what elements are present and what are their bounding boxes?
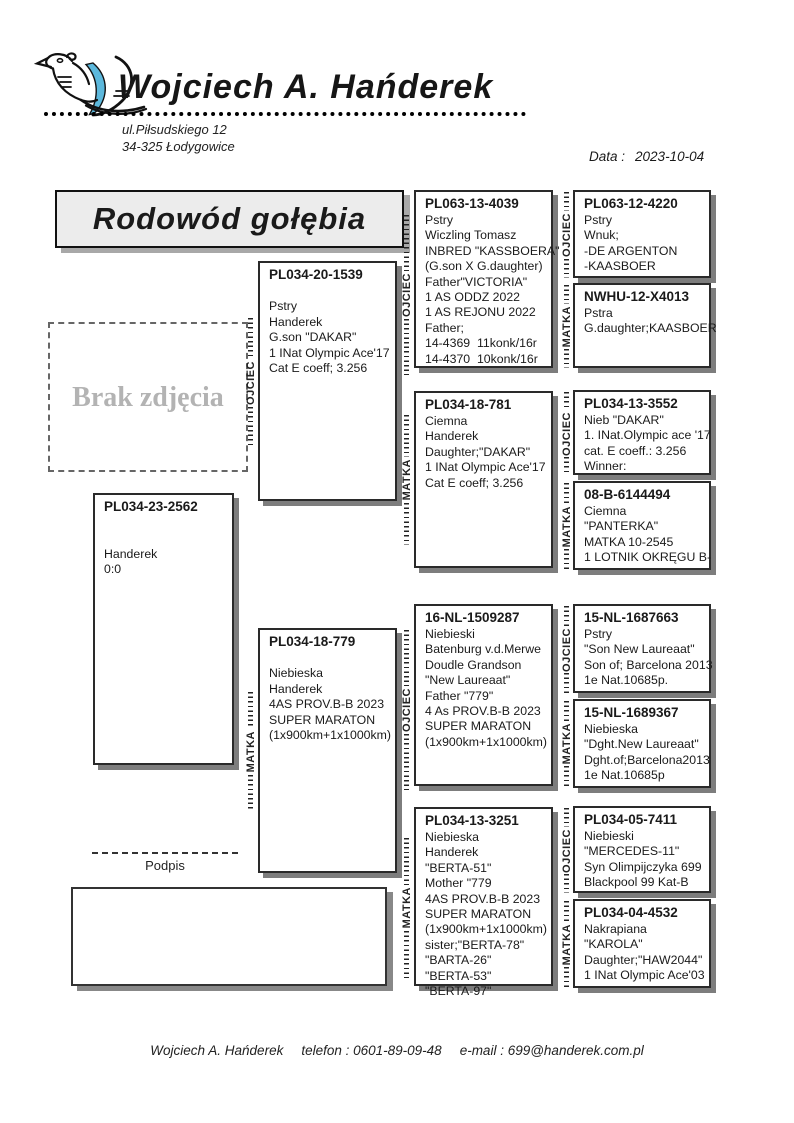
dashed-connector — [564, 549, 569, 570]
relation-gutter — [244, 692, 257, 812]
pigeon-details: Handerek 0:0 — [104, 546, 158, 577]
date-value: 2023-10-04 — [635, 149, 705, 164]
signature-label: Podpis — [145, 858, 185, 873]
ring-number: 16-NL-1509287 — [425, 610, 520, 625]
dashed-connector — [564, 285, 569, 304]
relation-gutter — [560, 192, 573, 278]
dashed-connector — [404, 734, 409, 790]
ring-number: 15-NL-1689367 — [584, 705, 679, 720]
pigeon-details: Niebieska Handerek 4AS PROV.B-B 2023 SUPER MARATON (1x900km+1x1000km) — [269, 666, 392, 743]
dashed-connector — [564, 192, 569, 211]
pigeon-details: Nakrapiana "KAROLA" Daughter;"HAW2044" 1 INat Olympic Ace'03 — [584, 922, 705, 983]
dashed-connector — [248, 318, 253, 359]
matka-label: MATKA — [400, 459, 413, 501]
pedigree-box-father — [258, 261, 397, 501]
footer-contact — [0, 1043, 794, 1058]
footer-phone: telefon : 0601-89-09-48 — [301, 1043, 442, 1058]
pigeon-details: Pstra G.daughter;KAASBOER — [584, 306, 717, 336]
pigeon-details: Ciemna Handerek Daughter;"DAKAR" 1 INat Olympic Ace'17 Cat E coeff; 3.256 — [425, 414, 546, 490]
ring-number: PL063-13-4039 — [425, 196, 519, 211]
dashed-connector — [564, 967, 569, 988]
dashed-connector — [248, 775, 253, 812]
pigeon-details: Pstry "Son New Laureaat" Son of; Barcelona 2013 1e Nat.10685p. — [584, 627, 713, 688]
dashed-connector — [564, 874, 569, 893]
matka-label: MATKA — [560, 722, 573, 765]
ojciec-label: OJCIEC — [560, 411, 573, 456]
pedigree-box-mfm — [573, 699, 711, 788]
footer-email: e-mail : 699@handerek.com.pl — [459, 1043, 644, 1058]
matka-label: MATKA — [560, 305, 573, 348]
matka-label: MATKA — [560, 923, 573, 966]
pigeon-details: Ciemna "PANTERKA" MATKA 10-2545 1 LOTNIK OKRĘGU B- — [584, 504, 712, 565]
ojciec-label: OJCIEC — [400, 688, 413, 732]
ring-number: NWHU-12-X4013 — [584, 289, 690, 304]
pigeon-details: Pstry Wiczling Tomasz INBRED "KASSBOERA" (G.son X G.daughter) Father"VICTORIA" 1 AS ODDZ 2022 1 AS REJONU 2022 Father; 14-4369 11konk/16r 14-4370 10konk/16r — [425, 213, 560, 366]
pigeon-details: Nieb "DAKAR" 1. INat.Olympic ace '17 cat. E coeff.: 3.256 Winner: — [584, 413, 711, 474]
relation-gutter — [560, 483, 573, 570]
ring-number: PL034-05-7411 — [584, 812, 678, 827]
pedigree-box-father-father — [414, 190, 560, 368]
pigeon-details: Niebieski Batenburg v.d.Merwe Doudle Grandson "New Laureaat" Father "779" 4 As PROV.B-B 2023 SUPER MARATON (1x900km+1x1000km) — [425, 627, 548, 749]
pedigree-box-fmm — [573, 481, 711, 570]
relation-gutter — [400, 415, 413, 545]
owner-name: Wojciech A. Hańderek — [118, 68, 494, 106]
pedigree-box-subject — [93, 493, 234, 765]
ring-number: PL034-13-3251 — [425, 813, 519, 828]
dashed-connector — [404, 503, 409, 545]
relation-gutter — [400, 838, 413, 978]
ojciec-label: OJCIEC — [560, 627, 573, 672]
ojciec-label: OJCIEC — [400, 273, 413, 317]
ring-number: 08-B-6144494 — [584, 487, 671, 502]
dashed-connector — [564, 259, 569, 278]
dashed-connector — [404, 630, 409, 686]
signature-box — [71, 887, 387, 986]
name-underline — [44, 112, 526, 116]
ring-number: PL034-20-1539 — [269, 267, 363, 282]
dashed-connector — [404, 319, 409, 375]
pedigree-box-mmm — [573, 899, 711, 988]
dashed-connector — [404, 838, 409, 885]
dashed-connector — [248, 692, 253, 729]
relation-gutter — [560, 901, 573, 988]
signature-dashed-line — [92, 852, 238, 854]
photo-placeholder-text: Brak zdjęcia — [72, 381, 224, 413]
ojciec-label: OJCIEC — [560, 828, 573, 873]
pigeon-details: Niebieska Handerek "BERTA-51" Mother "779 4AS PROV.B-B 2023 SUPER MARATON (1x900km+1x1000km) sister;"BERTA-78" "BARTA-26" "BERTA-53" "BERTA-97" — [425, 830, 548, 999]
dashed-connector — [404, 931, 409, 978]
dashed-connector — [564, 349, 569, 368]
page-title: Rodowód gołębia — [92, 201, 367, 236]
pigeon-details: Niebieska "Dght.New Laureaat" Dght.of;Barcelona2013 1e Nat.10685p — [584, 722, 710, 783]
ring-number: PL034-04-4532 — [584, 905, 678, 920]
dashed-connector — [564, 673, 569, 693]
pedigree-box-father-mother — [414, 391, 553, 568]
dashed-connector — [564, 701, 569, 721]
pedigree-box-mother-mother — [414, 807, 553, 999]
address-street: ul.Piłsudskiego 12 — [122, 122, 227, 137]
dashed-connector — [564, 457, 569, 475]
pigeon-details: Pstry Wnuk; -DE ARGENTON -KAASBOER — [584, 213, 678, 274]
matka-label: MATKA — [560, 505, 573, 548]
pedigree-box-mother-father — [414, 604, 553, 786]
ring-number: PL034-18-779 — [269, 634, 356, 649]
pigeon-details: Niebieski "MERCEDES-11" Syn Olimpijczyka 699 Blackpool 99 Kat-B — [584, 829, 702, 890]
ojciec-label: OJCIEC — [244, 361, 257, 405]
ring-number: PL034-23-2562 — [104, 499, 198, 514]
address-city: 34-325 Łodygowice — [122, 139, 235, 154]
pedigree-box-ffm — [573, 283, 717, 368]
dashed-connector — [564, 483, 569, 504]
matka-label: MATKA — [244, 731, 257, 773]
relation-gutter — [560, 808, 573, 893]
relation-gutter — [560, 392, 573, 475]
relation-gutter — [400, 215, 413, 375]
dashed-connector — [248, 407, 253, 448]
ojciec-label: OJCIEC — [560, 213, 573, 257]
pedigree-box-fmf — [573, 390, 711, 475]
dashed-connector — [564, 808, 569, 827]
relation-gutter — [400, 630, 413, 790]
ring-number: PL063-12-4220 — [584, 196, 678, 211]
ring-number: 15-NL-1687663 — [584, 610, 679, 625]
dashed-connector — [404, 415, 409, 457]
pigeon-details: Pstry Handerek G.son "DAKAR" 1 INat Olympic Ace'17 Cat E coeff; 3.256 — [269, 299, 390, 376]
relation-gutter — [244, 318, 257, 448]
dashed-connector — [564, 606, 569, 626]
ring-number: PL034-13-3552 — [584, 396, 678, 411]
document-date — [589, 149, 704, 164]
pedigree-box-mmf — [573, 806, 711, 893]
dashed-connector — [404, 215, 409, 271]
dashed-connector — [564, 901, 569, 922]
relation-gutter — [560, 701, 573, 786]
relation-gutter — [560, 606, 573, 693]
dashed-connector — [564, 766, 569, 786]
dashed-connector — [564, 392, 569, 410]
relation-gutter — [560, 285, 573, 368]
pedigree-box-fff — [573, 190, 711, 278]
date-label: Data : — [589, 149, 626, 164]
pedigree-box-mff — [573, 604, 711, 693]
page-title-box — [55, 190, 404, 248]
matka-label: MATKA — [400, 887, 413, 929]
pedigree-box-mother — [258, 628, 397, 873]
footer-name: Wojciech A. Hańderek — [150, 1043, 284, 1058]
ring-number: PL034-18-781 — [425, 397, 512, 412]
photo-placeholder-box — [48, 322, 248, 472]
